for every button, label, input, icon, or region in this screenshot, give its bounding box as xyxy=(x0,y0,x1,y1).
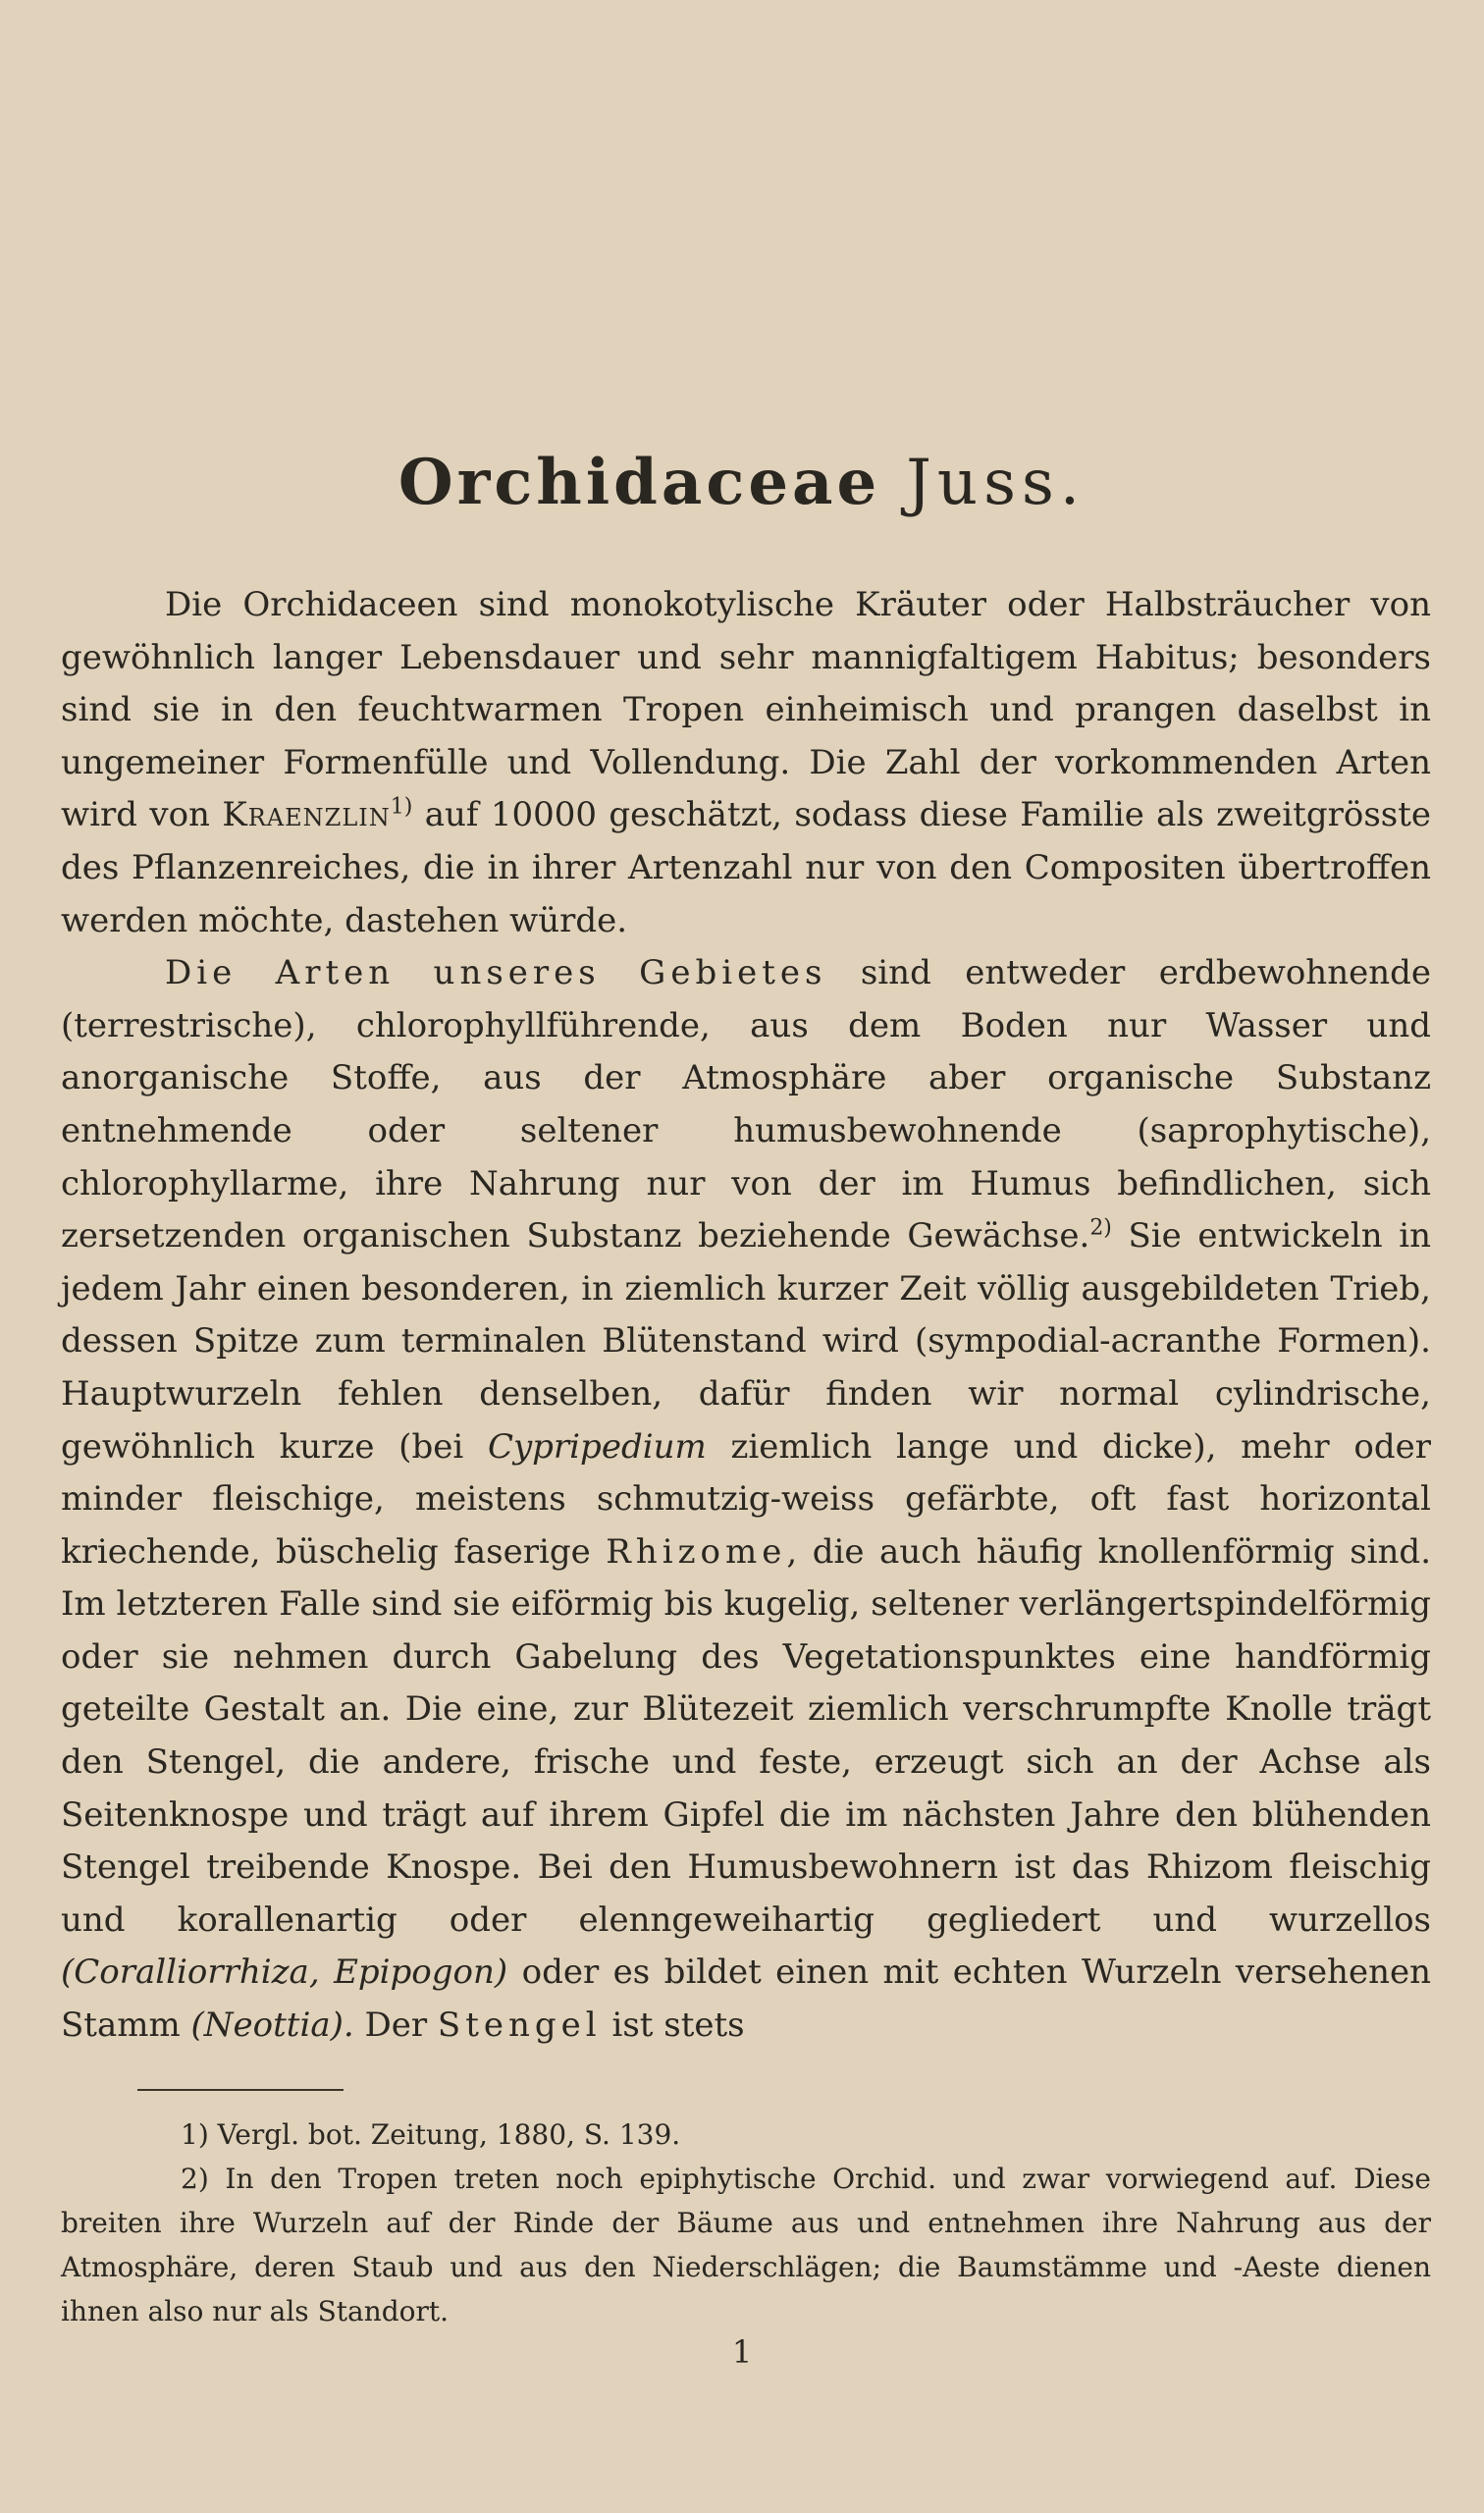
paragraph-1 xyxy=(61,579,1431,947)
paragraph-2-text-2: Sie entwickeln in jedem Jahr einen besonderen, in ziemlich kurzer Zeit völlig ausgebildeten Trieb, dessen Spitze zum terminalen Blütenstand wird (sympodial-acranthe Formen). Hauptwurzeln fehlen denselben, dafür finden wir normal cylindrische, gewöhnlich kurze (bei xyxy=(61,1216,1431,1467)
genus-cypripedium: Cypripedium xyxy=(487,1426,707,1467)
title-family-name: Orchidaceae xyxy=(398,446,881,519)
paragraph-1-text-1: Die Orchidaceen sind monokotylische Kräuter oder Halbsträucher von gewöhnlich langer Lebensdauer und sehr mannigfaltigem Habitus; besonders sind sie in den feuchtwarmen Tropen einheimisch und prangen daselbst in ungemeiner Formenfülle und Vollendung. Die Zahl der vorkommenden Arten wird von xyxy=(61,585,1431,835)
main-text xyxy=(61,579,1431,2053)
paragraph-2-text-3: ziemlich lange und dicke), mehr oder minder fleischige, meistens schmutzig-weiss gefärbte, oft fast horizontal kriechende, büschelig faserige xyxy=(61,1426,1431,1572)
footnote-1: 1) Vergl. bot. Zeitung, 1880, S. 139. xyxy=(181,2118,681,2151)
author-name-kraenzlin: Kraenzlin xyxy=(222,795,391,835)
term-stengel: Stengel xyxy=(437,2005,602,2046)
footnote-ref-2: 2) xyxy=(1089,1215,1112,1241)
footnotes xyxy=(61,2112,1431,2333)
title-author-abbrev: Juss. xyxy=(906,447,1086,519)
footnote-2: 2) In den Tropen treten noch epiphytische Orchid. und zwar vorwiegend auf. Diese breiten ihre Wurzeln auf der Rinde der Bäume aus und entnehmen ihre Nahrung aus der Atmosphäre, deren Staub und aus den Niederschlägen; die Baumstämme und -Aeste dienen ihnen also nur als Standort. xyxy=(61,2163,1431,2327)
paragraph-2-text-6: Der xyxy=(353,2005,438,2046)
paragraph-2-text-4: , die auch häufig knollenförmig sind. Im letzteren Falle sind sie eiförmig bis kugelig, seltener verlängertspindelförmig oder sie nehmen durch Gabelung des Vegetationspunktes eine handförmig geteilte Gestalt an. Die eine, zur Blütezeit ziemlich verschrumpfte Knolle trägt den Stengel, die andere, frische und feste, erzeugt sich an der Achse als Seitenknospe und trägt auf ihrem Gipfel die im nächsten Jahre den blühenden Stengel treibende Knospe. Bei den Humusbewohnern ist das Rhizom fleischig und korallenartig oder elenngeweihartig gegliedert und wurzellos xyxy=(61,1531,1432,1940)
page-title xyxy=(0,444,1484,522)
page-number: 1 xyxy=(731,2333,753,2371)
paragraph-1-text-2: auf 10000 geschätzt, sodass diese Familie als zweitgrösste des Pflanzenreiches, die in ihrer Artenzahl nur von den Compositen übertroffen werden möchte, dastehen würde. xyxy=(61,795,1431,940)
term-rhizome: Rhizome xyxy=(606,1531,787,1572)
footnote-separator xyxy=(137,2089,344,2091)
genus-coralliorrhiza-epipogon: (Coralliorrhiza, Epipogon) xyxy=(61,1952,508,1993)
paragraph-2 xyxy=(61,947,1431,2052)
footnote-ref-1: 1) xyxy=(390,795,413,821)
paragraph-2-text-1: sind entweder erdbewohnende (terrestrische), chlorophyllführende, aus dem Boden nur Wasser und anorganische Stoffe, aus der Atmosphäre aber organische Substanz entnehmende oder seltener humusbewohnende (saprophytische), chlorophyllarme, ihre Nahrung nur von der im Humus befindlichen, sich zersetzenden organischen Substanz beziehende Gewächse. xyxy=(61,953,1431,1256)
paragraph-2-text-7: ist stets xyxy=(601,2005,745,2046)
genus-neottia: (Neottia). xyxy=(190,2005,354,2046)
paragraph-2-lead: Die Arten unseres Gebietes xyxy=(165,953,827,993)
paragraph-2-text-5: oder es bildet einen mit echten Wurzeln versehenen Stamm xyxy=(61,1952,1431,2046)
